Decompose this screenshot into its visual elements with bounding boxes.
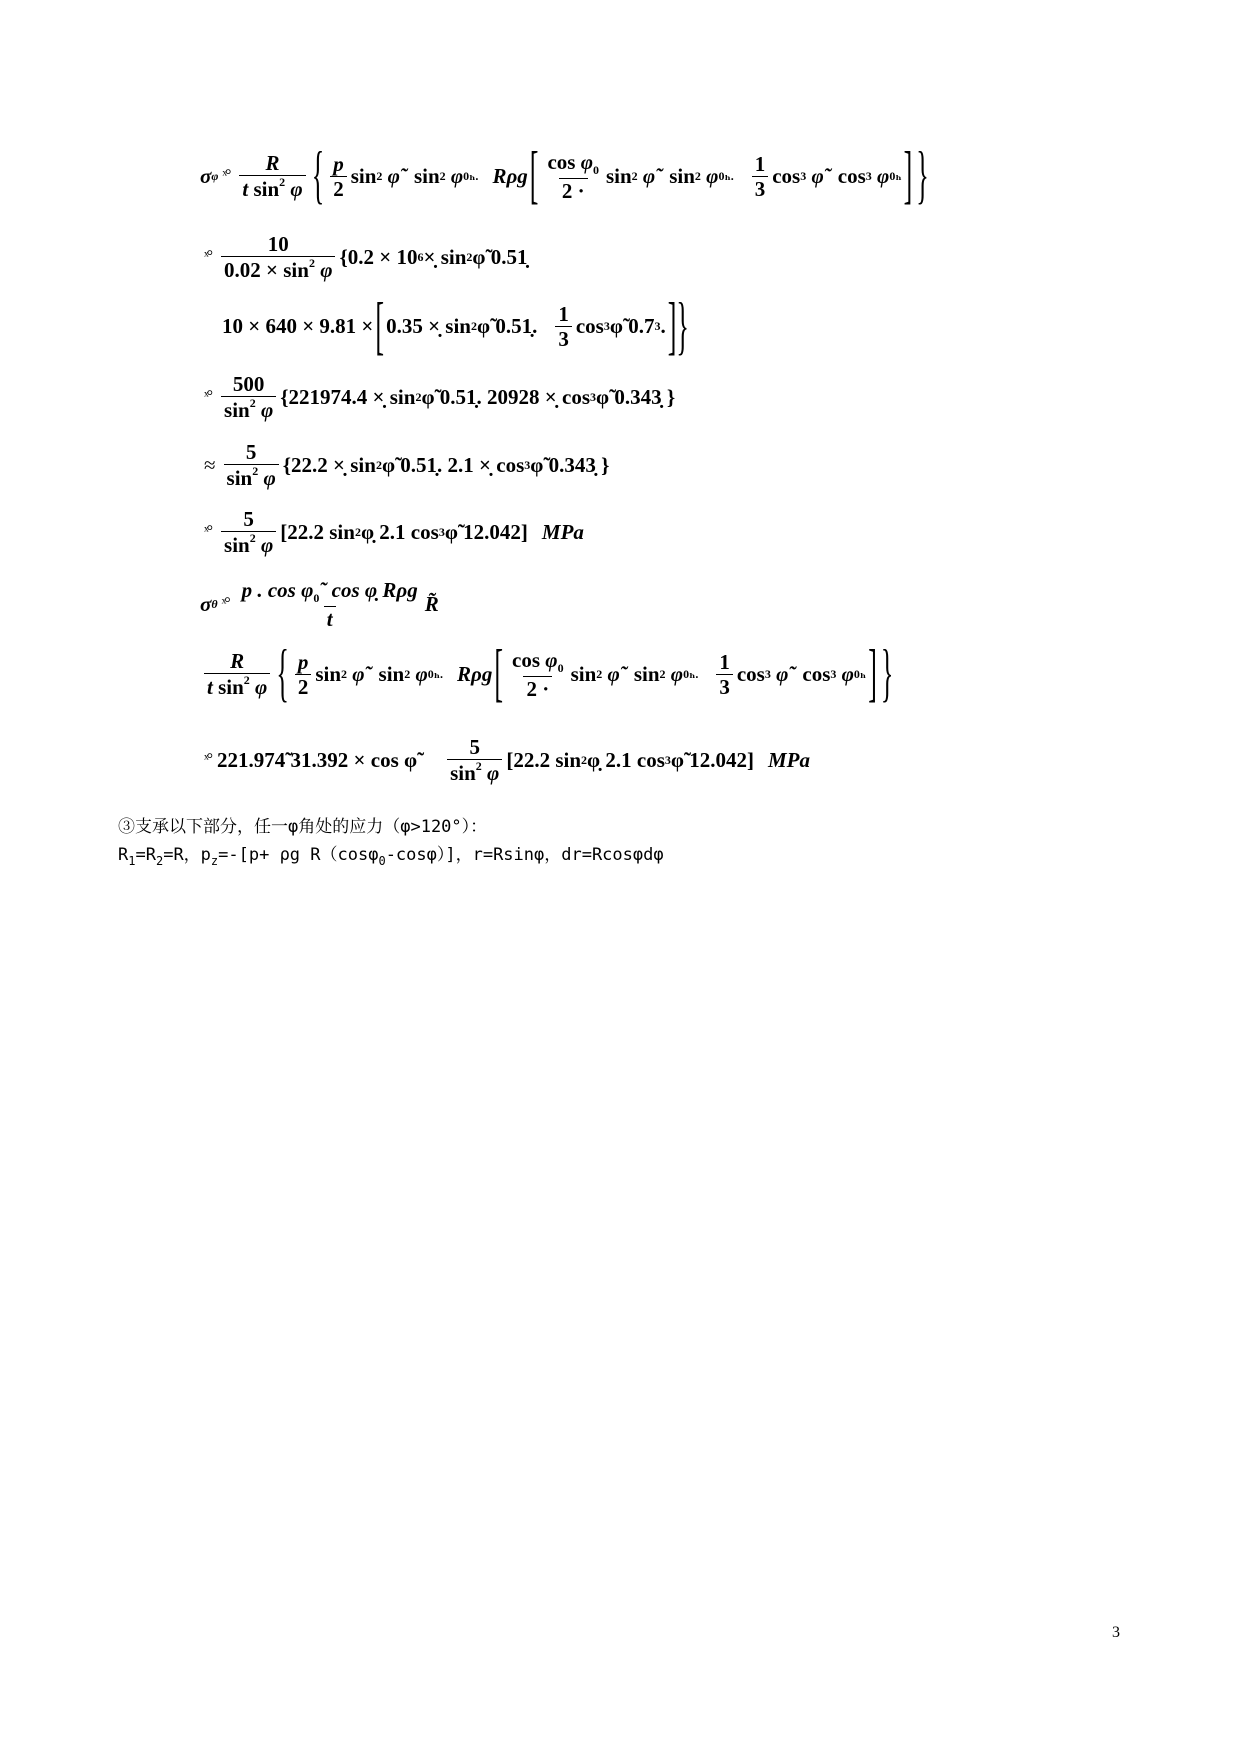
equation-line-3: 10 × 640 × 9.81 × [ 0.35 ×̣ sin 2 φ̃ 0.51̣. $\frac{1}{3}$ cos 3 φ̃ 0.7 3 . ]} [222, 302, 691, 351]
right-brace: } [916, 138, 929, 212]
left-brace: { [311, 138, 325, 212]
equals-symbol: ˣ° [204, 751, 212, 769]
equation-line-4: ˣ° $\frac{500}{\sin^2 \varphi}$ {221974.4 ×̣ sin 2 φ̃ 0.51̣. 20928 ×̣ cos 3 φ̃ 0.343̣ } [204, 372, 676, 423]
equals-symbol: ˣ° [222, 167, 230, 185]
section-heading: ③支承以下部分，任一φ角处的应力（φ>120°）： [118, 817, 488, 837]
page-number: 3 [1112, 1624, 1120, 1641]
right-brace: } [880, 636, 894, 710]
fraction: $\frac{1}{3}$ [752, 152, 769, 201]
equation-line-9: ˣ° 221.974̃ 31.392 × cos φ̃ $\frac{5}{\sin^2 \varphi}$ [22.2 sin 2 φ̣ 2.1 cos 3 φ̃ 12.042] MPa [204, 735, 810, 786]
sigma-subscript: θ [211, 596, 218, 611]
fraction: $\frac{1}{3}$ [555, 302, 572, 351]
fraction: $\frac{p}{2}$ [295, 650, 312, 699]
equals-symbol: ˣ° [204, 523, 212, 541]
left-brace: { [276, 636, 289, 710]
right-bracket: ]} [667, 289, 689, 362]
fraction: $\frac{10}{0.02 \times \sin^2 \varphi}$ [221, 232, 335, 282]
sigma-symbol: σ [200, 591, 212, 616]
equation-line-2: ˣ° $\frac{10}{0.02 \times \sin^2 \varphi}$ {0.2 × 10 6 ×̣ sin 2 φ̃ 0.51̣ [204, 232, 528, 283]
relations-line: $R_1=R_2=R$，$p_z=-[p+ \rho g$ R（cosφ$_0$-cosφ）]，r=Rsinφ，dr=Rcosφdφ [118, 845, 664, 868]
equation-sigma-theta: σ θ ˣ° $\frac{p . \cos \varphi_0˜ \cos \varphị R\rho g}{t}$ R̃ [200, 578, 439, 631]
left-bracket: [ [375, 289, 385, 362]
right-bracket: ] [868, 636, 877, 710]
fraction: $\frac{p . \cos \varphi_0˜ \cos \varphị R\rho g}{t}$ [241, 578, 418, 631]
equation-line-5: ≈ $\frac{5}{\sin^2 \varphi}$ {22.2 ×̣ sin 2 φ̃ 0.51̣. 2.1 ×̣ cos 3 φ̃ 0.343̣ } [204, 440, 610, 491]
right-bracket: ] [903, 138, 913, 212]
fraction: $\frac{p}{2}$ [330, 152, 347, 201]
equation-sigma-phi: σ φ ˣ° $\frac{R}{t \sin^2 \varphi}$ { $\frac{p}{2}$ sin 2 φ̃ sin 2 φ 0ₕ. Rρg [ $\frac{\cos \varphi_0}{2 \cdot}$ sin 2 φ̃ sin 2 φ 0ₕ. $\frac{1}{3}$ cos 3 φ̃ cos 3 φ 0ₕ ] } [200, 150, 931, 203]
left-bracket: [ [529, 138, 539, 212]
equals-symbol: ˣ° [204, 248, 212, 266]
unit-label: MPa [541, 519, 584, 544]
approx-symbol: ≈ [204, 452, 214, 477]
unit-label: MPa [768, 747, 810, 772]
fraction: $\frac{500}{\sin^2 \varphi}$ [221, 372, 276, 422]
fraction: $\frac{5}{\sin^2 \varphi}$ [221, 507, 276, 557]
fraction: $\frac{5}{\sin^2 \varphi}$ [224, 440, 279, 490]
equation-line-8: $\frac{R}{t \sin^2 \varphi}$ { $\frac{p}{2}$ sin 2 φ̃ sin 2 φ 0ₕ. Rρg [ $\frac{\cos \varphi_0}{2 \cdot}$ sin 2 φ̃ sin 2 φ 0ₕ. $\frac{1}{3}$ cos 3 φ̃ cos 3 φ 0ₕ ] } [200, 648, 895, 701]
equation-line-6: ˣ° $\frac{5}{\sin^2 \varphi}$ [22.2 sin 2 φ̣ 2.1 cos 3 φ̃ 12.042] MPa [204, 507, 584, 558]
equals-symbol: ˣ° [221, 595, 229, 613]
fraction: $\frac{5}{\sin^2 \varphi}$ [447, 735, 502, 785]
fraction: $\frac{1}{3}$ [716, 650, 733, 699]
fraction: $\frac{\cos \varphi_0}{2 \cdot}$ [512, 648, 564, 701]
equals-symbol: ˣ° [204, 388, 212, 406]
fraction: $\frac{R}{t \sin^2 \varphi}$ [204, 649, 270, 699]
sigma-symbol: σ [200, 163, 212, 188]
fraction: $\frac{R}{t \sin^2 \varphi}$ [239, 151, 305, 201]
fraction: $\frac{\cos \varphi_0}{2 \cdot}$ [547, 150, 599, 203]
sigma-subscript: φ [211, 168, 219, 183]
left-bracket: [ [494, 636, 504, 710]
